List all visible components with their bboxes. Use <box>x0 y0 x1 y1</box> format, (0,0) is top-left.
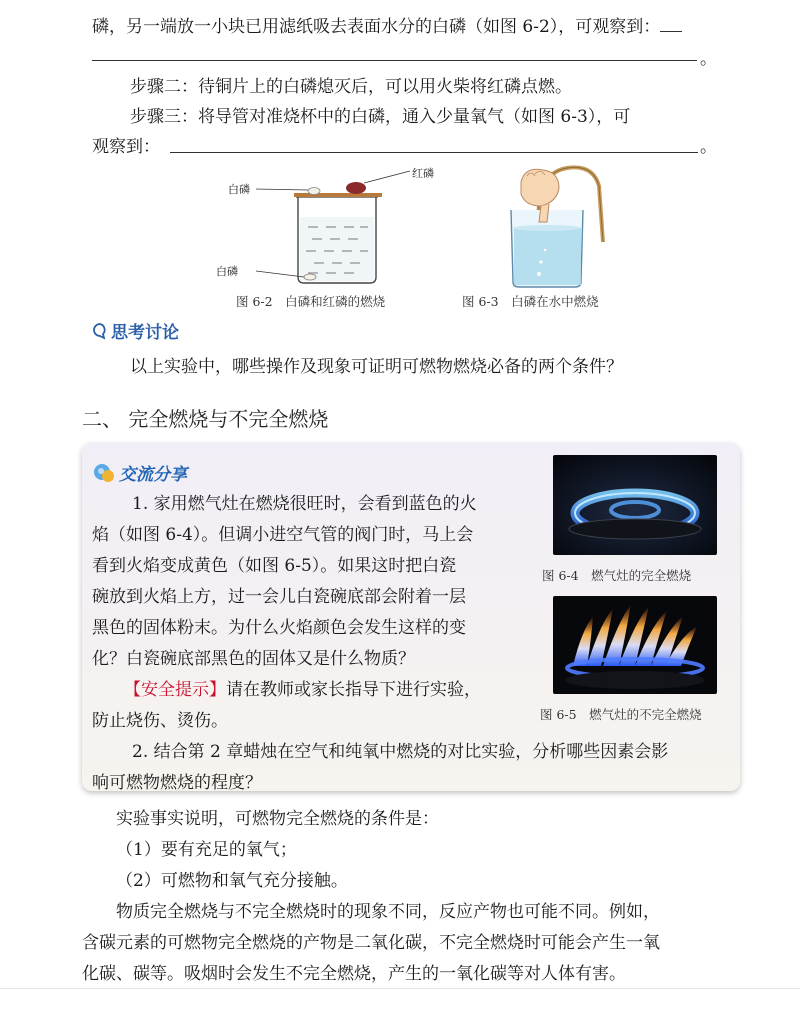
text-line-1-content: 磷，另一端放一小块已用滤纸吸去表面水分的白磷（如图 6-2），可观察到： <box>92 17 661 37</box>
section-heading: 二、 完全燃烧与不完全燃烧 <box>82 407 329 431</box>
share-item-2-line-1: 2. 结合第 2 章蜡烛在空气和纯氧中燃烧的对比实验，分析哪些因素会影 <box>132 742 669 762</box>
answer-blank-1b[interactable] <box>92 60 697 61</box>
caption-figure-6-5: 图 6-5 燃气灶的不完全燃烧 <box>540 707 702 722</box>
share-heading <box>92 460 187 485</box>
chat-bubbles-icon <box>92 462 116 484</box>
share-line-4: 碗放到火焰上方，过一会儿白瓷碗底部会附着一层 <box>92 587 466 607</box>
share-line-3: 看到火焰变成黄色（如图 6-5）。如果这时把白瓷 <box>92 556 457 576</box>
answer-blank-2[interactable] <box>170 152 698 153</box>
step-three-cont <box>92 132 160 162</box>
step-three-text: 步骤三：将导管对准烧杯中的白磷，通入少量氧气（如图 6-3），可 <box>130 107 631 127</box>
safety-tip-line <box>124 675 481 705</box>
label-red-phosphorus: 红磷 <box>412 167 434 180</box>
share-line-6: 化？白瓷碗底部黑色的固体又是什么物质？ <box>92 649 415 669</box>
safety-tip-line-2: 防止烧伤、烫伤。 <box>92 711 228 731</box>
step-two-text: 步骤二：待铜片上的白磷熄灭后，可以用火柴将红磷点燃。 <box>130 77 572 97</box>
think-bubble-icon <box>92 322 108 340</box>
share-line-2: 焰（如图 6-4）。但调小进空气管的阀门时，马上会 <box>92 525 474 545</box>
think-question: 以上实验中，哪些操作及现象可证明可燃物燃烧必备的两个条件？ <box>130 357 623 377</box>
think-discuss-title: 思考讨论 <box>111 323 179 343</box>
photo-blue-flame <box>553 455 717 555</box>
figure-6-3-hand-beaker <box>495 162 625 290</box>
label-white-phosphorus-bottom: 白磷 <box>216 265 238 278</box>
bottom-line-5: 含碳元素的可燃物完全燃烧的产物是二氧化碳，不完全燃烧时可能会产生一氧 <box>82 933 660 953</box>
answer-blank-1a[interactable] <box>660 30 682 32</box>
period-2: 。 <box>700 137 717 157</box>
caption-figure-6-3: 图 6-3 白磷在水中燃烧 <box>462 294 599 309</box>
label-white-phosphorus-top: 白磷 <box>228 183 250 196</box>
bottom-line-2: （1）要有充足的氧气； <box>116 840 297 860</box>
share-item-2-line-2: 响可燃物燃烧的程度？ <box>92 773 262 793</box>
text-line-1 <box>92 12 682 42</box>
period-1: 。 <box>700 49 717 69</box>
safety-text: 请在教师或家长指导下进行实验， <box>226 680 481 700</box>
bottom-line-6: 化碳、碳等。吸烟时会发生不完全燃烧，产生的一氧化碳等对人体有害。 <box>82 964 626 984</box>
page-bottom-divider <box>0 988 800 989</box>
caption-figure-6-4: 图 6-4 燃气灶的完全燃烧 <box>542 568 692 583</box>
share-line-5: 黑色的固体粉末。为什么火焰颜色会发生这样的变 <box>92 618 466 638</box>
think-discuss-heading <box>92 318 179 343</box>
bottom-line-4: 物质完全燃烧与不完全燃烧时的现象不同，反应产物也可能不同。例如， <box>116 902 660 922</box>
safety-tag: 【安全提示】 <box>124 680 226 700</box>
bottom-line-1: 实验事实说明，可燃物完全燃烧的条件是： <box>116 809 439 829</box>
share-line-1: 1. 家用燃气灶在燃烧很旺时，会看到蓝色的火 <box>132 494 477 514</box>
share-title: 交流分享 <box>119 465 187 485</box>
caption-figure-6-2: 图 6-2 白磷和红磷的燃烧 <box>236 294 386 309</box>
bottom-line-3: （2）可燃物和氧气充分接触。 <box>116 871 348 891</box>
observe-label: 观察到： <box>92 137 160 157</box>
photo-yellow-flame <box>553 596 717 694</box>
